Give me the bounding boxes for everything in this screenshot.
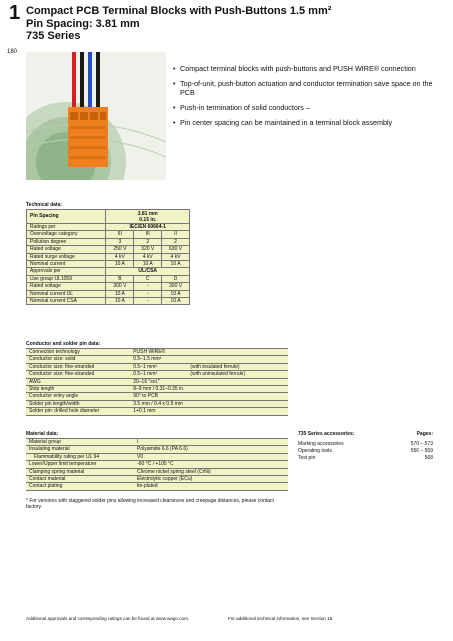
conductor-note bbox=[187, 356, 288, 363]
technical-data-table bbox=[26, 209, 190, 305]
conductor-label: Conductor entry angle bbox=[26, 393, 130, 400]
conductor-row bbox=[26, 393, 288, 400]
rating-value: 4 kV bbox=[162, 253, 190, 260]
material-value: I bbox=[134, 439, 288, 446]
product-photo bbox=[26, 52, 166, 180]
rating-label: Use group UL1059 bbox=[27, 275, 106, 282]
conductor-value: 90° to PCB bbox=[130, 393, 187, 400]
material-row bbox=[26, 476, 288, 483]
material-label: Flammability rating per UL 94 bbox=[26, 453, 134, 460]
accessory-pages: 568 bbox=[424, 455, 433, 461]
material-label: Clamping spring material bbox=[26, 468, 134, 475]
rating-value: - bbox=[134, 283, 162, 290]
conductor-note: (with uninsulated ferrule) bbox=[187, 371, 288, 378]
conductor-label: Conductor size: fine-stranded bbox=[26, 371, 130, 378]
technical-info-note: For additional technical information, see Section 15. bbox=[228, 616, 334, 621]
conductor-label: Solder pin: drilled hole diameter bbox=[26, 408, 130, 415]
rating-value: 10 A bbox=[106, 298, 134, 305]
rating-value: 10 A bbox=[162, 298, 190, 305]
rating-value: - bbox=[134, 290, 162, 297]
rating-label: Ratings per bbox=[27, 224, 106, 231]
material-label: Lower/Upper limit temperature bbox=[26, 461, 134, 468]
rating-value: 10 A bbox=[162, 261, 190, 268]
conductor-label: AWG bbox=[26, 378, 130, 385]
rating-row bbox=[27, 253, 190, 260]
accessory-row bbox=[298, 455, 433, 462]
pin-spacing-mm: 3.81 mm bbox=[137, 210, 158, 217]
rating-value: 320 V bbox=[134, 246, 162, 253]
conductor-row bbox=[26, 371, 288, 378]
rating-standard: IEC/EN 60664-1 bbox=[106, 224, 190, 231]
material-value: -60 °C / +105 °C bbox=[134, 461, 288, 468]
material-value: Electrolytic copper (ECu) bbox=[134, 476, 288, 483]
feature-item: • Pin center spacing can be maintained in a terminal block assembly bbox=[173, 118, 433, 127]
conductor-label: Connection technology bbox=[26, 349, 130, 356]
conductor-note bbox=[187, 378, 288, 385]
rating-standard: UL/CSA bbox=[106, 268, 190, 275]
rating-value: B bbox=[106, 275, 134, 282]
material-value: V0 bbox=[134, 453, 288, 460]
conductor-label: Conductor size: solid bbox=[26, 356, 130, 363]
rating-row bbox=[27, 246, 190, 253]
material-value: Chrome nickel spring steel (CrNi) bbox=[134, 468, 288, 475]
rating-value: 10 A bbox=[106, 261, 134, 268]
rating-row bbox=[27, 290, 190, 297]
conductor-note: (with insulated ferrule) bbox=[187, 363, 288, 370]
accessories-list bbox=[298, 441, 433, 462]
rating-label: Approvals per bbox=[27, 268, 106, 275]
title-line-1: Compact PCB Terminal Blocks with Push-Buttons 1.5 mm² bbox=[26, 5, 332, 17]
rating-value: 4 kV bbox=[106, 253, 134, 260]
rating-row bbox=[27, 283, 190, 290]
rating-value: 10 A bbox=[134, 261, 162, 268]
accessory-label: Test pin bbox=[298, 455, 316, 461]
material-row bbox=[26, 446, 288, 453]
page-number: 180 bbox=[7, 49, 18, 55]
conductor-row bbox=[26, 386, 288, 393]
rating-row bbox=[27, 224, 190, 231]
conductor-label: Conductor size: fine-stranded bbox=[26, 363, 130, 370]
accessories-label: 735 Series accessories: bbox=[298, 431, 355, 437]
rating-label: Rated surge voltage bbox=[27, 253, 106, 260]
accessory-pages: 556 – 559 bbox=[410, 448, 433, 454]
rating-value: 2 bbox=[162, 238, 190, 245]
conductor-label: Strip length bbox=[26, 386, 130, 393]
conductor-row bbox=[26, 408, 288, 415]
accessory-label: Operating tools bbox=[298, 448, 332, 454]
conductor-value: 3.5 mm / 0.4 x 0.9 mm bbox=[130, 400, 187, 407]
accessory-label: Marking accessories bbox=[298, 441, 344, 447]
approvals-note: Additional approvals and corresponding ratings can be found at www.wago.com. bbox=[26, 616, 190, 621]
rating-label: Nominal current bbox=[27, 261, 106, 268]
material-label: Contact material bbox=[26, 476, 134, 483]
rating-value: 630 V bbox=[162, 246, 190, 253]
material-row bbox=[26, 483, 288, 490]
conductor-note bbox=[187, 400, 288, 407]
rating-row bbox=[27, 238, 190, 245]
rating-label: Overvoltage category bbox=[27, 231, 106, 238]
rating-label: Rated voltage bbox=[27, 283, 106, 290]
conductor-data-table bbox=[26, 348, 288, 416]
feature-item: • Push-in termination of solid conductors – bbox=[173, 103, 433, 112]
conductor-row bbox=[26, 378, 288, 385]
conductor-value: 0.5–1 mm² bbox=[130, 363, 187, 370]
rating-value: 10 A bbox=[106, 290, 134, 297]
material-value: tin-plated bbox=[134, 483, 288, 490]
rating-value: 300 V bbox=[106, 283, 134, 290]
technical-data-label: Technical data: bbox=[26, 202, 63, 208]
conductor-note bbox=[187, 349, 288, 356]
material-data-table bbox=[26, 438, 288, 491]
conductor-label: Solder pin length/width bbox=[26, 400, 130, 407]
ul-ratings bbox=[27, 268, 190, 305]
conductor-row bbox=[26, 356, 288, 363]
material-label: Material group bbox=[26, 439, 134, 446]
rating-value: 300 V bbox=[162, 283, 190, 290]
material-row bbox=[26, 453, 288, 460]
feature-item: • Top-of-unit, push-button actuation and conductor termination save space on the PCB bbox=[173, 79, 433, 97]
material-label: Contact plating bbox=[26, 483, 134, 490]
feature-item: • Compact terminal blocks with push-buttons and PUSH WIRE® connection bbox=[173, 64, 433, 73]
rating-value: III bbox=[134, 231, 162, 238]
conductor-value: 20–16 "sol." bbox=[130, 378, 187, 385]
material-row bbox=[26, 461, 288, 468]
section-number: 1 bbox=[9, 2, 21, 24]
title-line-2: Pin Spacing: 3.81 mm bbox=[26, 17, 140, 30]
accessory-pages: 570 – 573 bbox=[410, 441, 433, 447]
rating-value: 2 bbox=[134, 238, 162, 245]
conductor-note bbox=[187, 386, 288, 393]
conductor-row bbox=[26, 363, 288, 370]
conductor-data-label: Conductor and solder pin data: bbox=[26, 341, 101, 347]
rating-value: 4 kV bbox=[134, 253, 162, 260]
rating-row bbox=[27, 231, 190, 238]
material-row bbox=[26, 468, 288, 475]
rating-value: C bbox=[134, 275, 162, 282]
rating-row bbox=[27, 268, 190, 275]
conductor-note bbox=[187, 393, 288, 400]
feature-list bbox=[173, 64, 433, 133]
conductor-value: 1+0.1 mm bbox=[130, 408, 187, 415]
rating-label: Pollution degree bbox=[27, 238, 106, 245]
material-label: Insulating material bbox=[26, 446, 134, 453]
conductor-value: 0.5–1.5 mm² bbox=[130, 356, 187, 363]
pin-spacing-label: Pin Spacing bbox=[27, 210, 106, 224]
rating-value: 3 bbox=[106, 238, 134, 245]
page-title bbox=[26, 5, 386, 43]
rating-value: 250 V bbox=[106, 246, 134, 253]
rating-value: D bbox=[162, 275, 190, 282]
rating-label: Nominal current CSA bbox=[27, 298, 106, 305]
accessory-row bbox=[298, 448, 433, 455]
conductor-value: 0.5–1 mm² bbox=[130, 371, 187, 378]
material-value: Polyamide 6.6 (PA 6.6) bbox=[134, 446, 288, 453]
conductor-row bbox=[26, 400, 288, 407]
conductor-note bbox=[187, 408, 288, 415]
conductor-value: PUSH WIRE® bbox=[130, 349, 187, 356]
rating-row bbox=[27, 298, 190, 305]
rating-value: 10 A bbox=[162, 290, 190, 297]
conductor-value: 8–9 mm / 0.31–0.35 in. bbox=[130, 386, 187, 393]
conductor-row bbox=[26, 349, 288, 356]
material-data-label: Material data: bbox=[26, 431, 59, 437]
rating-value: - bbox=[134, 298, 162, 305]
pin-spacing-in: 0.15 in. bbox=[139, 216, 157, 223]
pin-spacing-value bbox=[106, 210, 190, 224]
rating-label: Rated voltage bbox=[27, 246, 106, 253]
rating-value: III bbox=[106, 231, 134, 238]
rating-label: Nominal current UL bbox=[27, 290, 106, 297]
rating-row bbox=[27, 275, 190, 282]
iec-ratings bbox=[27, 224, 190, 268]
rating-value: II bbox=[162, 231, 190, 238]
accessory-row bbox=[298, 441, 433, 448]
material-row bbox=[26, 439, 288, 446]
footnote: * For versions with staggered solder pins allowing increased clearances and creepage distances, please contact factory. bbox=[26, 498, 274, 510]
accessories-header bbox=[298, 431, 433, 437]
rating-row bbox=[27, 261, 190, 268]
title-line-3: 735 Series bbox=[26, 30, 81, 42]
pages-label: Pages: bbox=[416, 431, 433, 437]
